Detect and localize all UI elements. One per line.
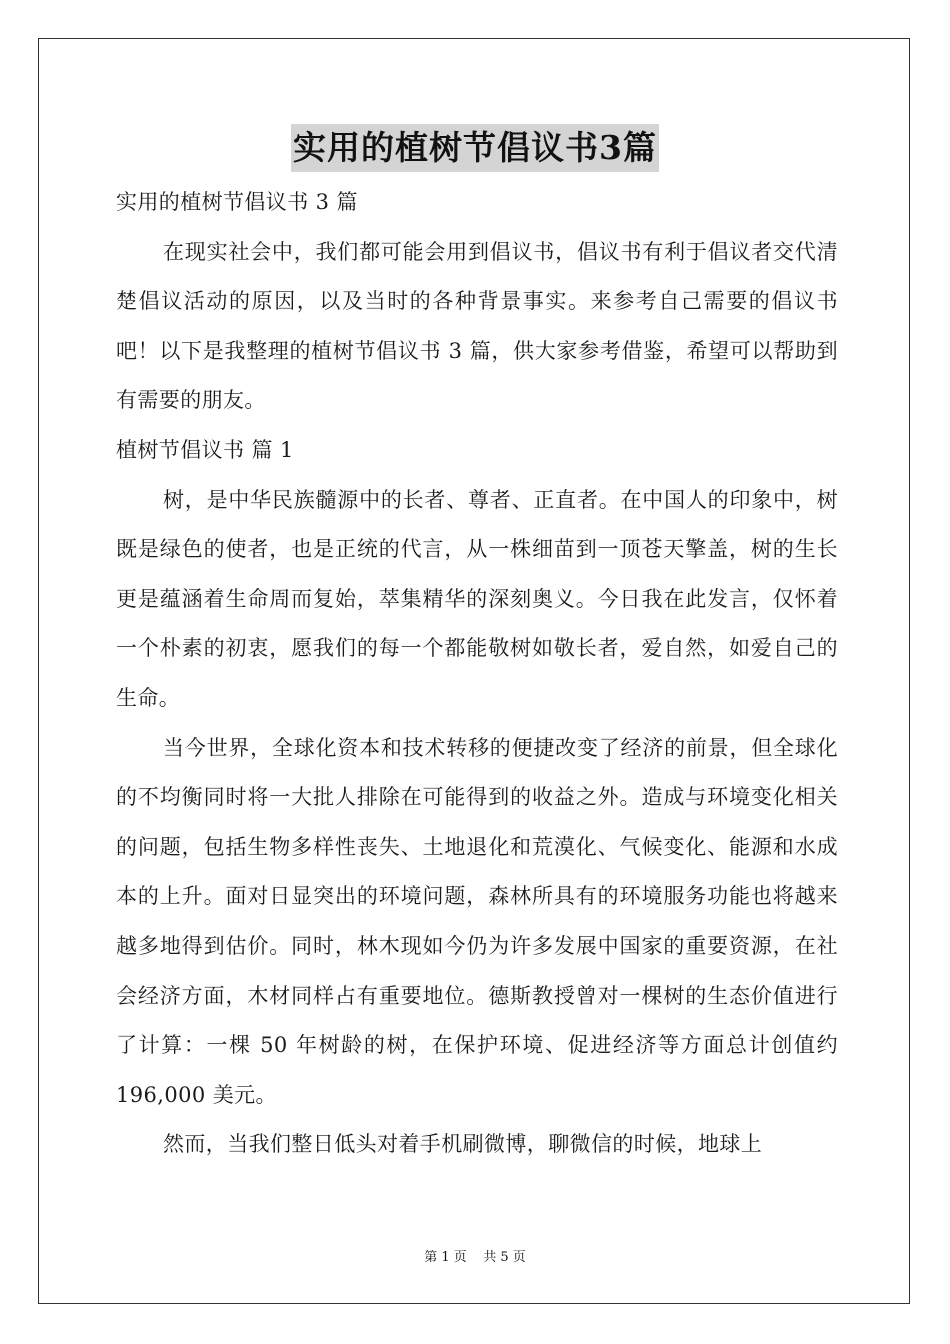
- page-footer: [0, 1246, 950, 1265]
- section-heading: 植树节倡议书 篇 1: [116, 437, 294, 462]
- title-container: [0, 124, 950, 172]
- body-paragraph-1: 树，是中华民族髓源中的长者、尊者、正直者。在中国人的印象中，树既是绿色的使者，也是正统的代言，从一株细苗到一顶苍天擎盖，树的生长更是蕴涵着生命周而复始，萃集精华的深刻奥义。今日我在此发言，仅怀着一个朴素的初衷，愿我们的每一个都能敬树如敬长者，爱自然，如爱自己的生命。: [116, 487, 838, 710]
- document-subtitle: 实用的植树节倡议书 3 篇: [116, 190, 358, 214]
- intro-paragraph: 在现实社会中，我们都可能会用到倡议书，倡议书有利于倡议者交代清楚倡议活动的原因，以及当时的各种背景事实。来参考自己需要的倡议书吧！以下是我整理的植树节倡议书 3 篇，供大家参考借鉴，希望可以帮助到有需要的朋友。: [116, 239, 838, 413]
- document-body: [116, 178, 838, 1170]
- document-title: 实用的植树节倡议书3篇: [291, 124, 659, 172]
- body-paragraph-2: 当今世界，全球化资本和技术转移的便捷改变了经济的前景，但全球化的不均衡同时将一大批人排除在可能得到的收益之外。造成与环境变化相关的问题，包括生物多样性丧失、土地退化和荒漠化、气候变化、能源和水成本的上升。面对日显突出的环境问题，森林所具有的环境服务功能也将越来越多地得到估价。同时，林木现如今仍为许多发展中国家的重要资源，在社会经济方面，木材同样占有重要地位。德斯教授曾对一棵树的生态价值进行了计算：一棵 50 年树龄的树，在保护环境、促进经济等方面总计创值约 196,000 美元。: [116, 735, 838, 1107]
- footer-gap: [467, 1250, 484, 1265]
- page-number: 第 1 页: [424, 1250, 467, 1265]
- body-paragraph-3: 然而，当我们整日低头对着手机刷微博，聊微信的时候，地球上: [163, 1132, 763, 1157]
- page-total: 共 5 页: [483, 1250, 526, 1265]
